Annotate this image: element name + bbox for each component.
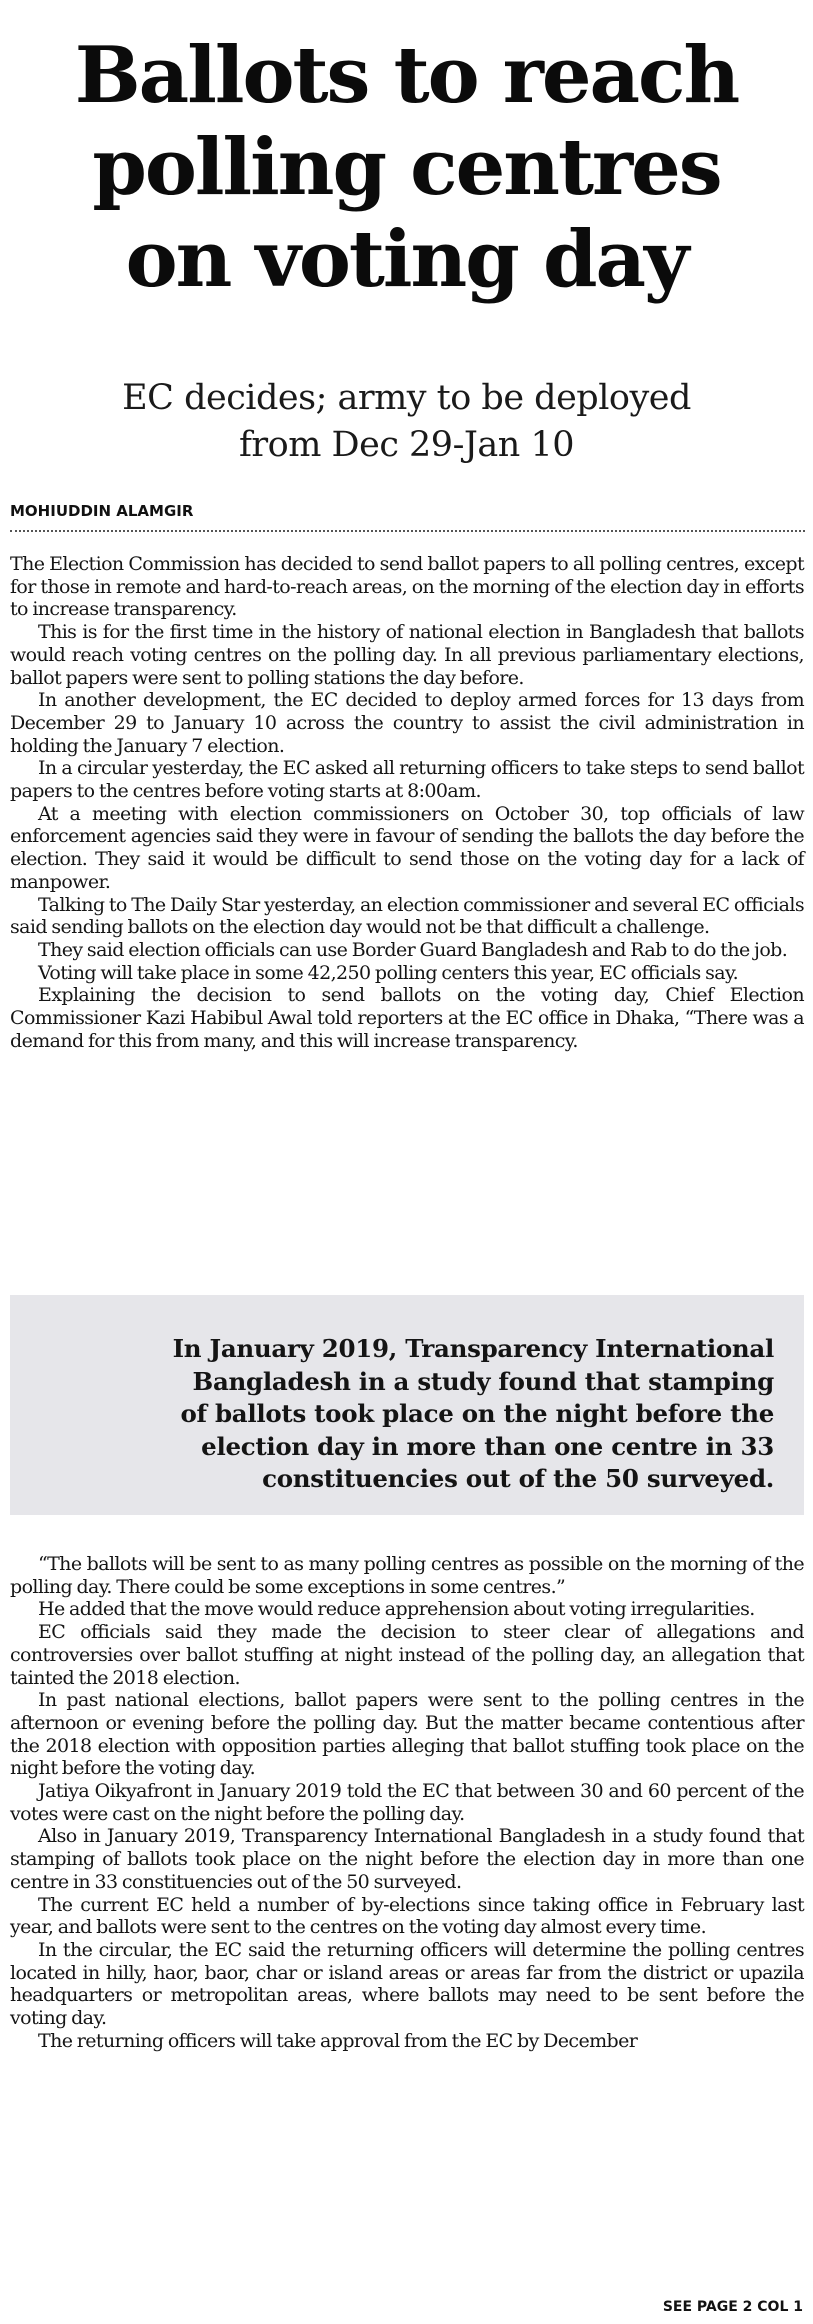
pull-quote-box	[10, 1295, 804, 1515]
pull-quote-line: election day in more than one centre in 33	[201, 1431, 774, 1461]
byline-divider	[10, 530, 805, 532]
byline: MOHIUDDIN ALAMGIR	[10, 502, 194, 520]
paragraph: EC officials said they made the decision to steer clear of allegations and controversies over ballot stuffing at night instead of the polling day, an allegation that tainted the 2018 election.	[10, 1621, 804, 1689]
headline	[10, 30, 803, 306]
headline-line: polling centres	[92, 122, 721, 213]
pull-quote	[70, 1333, 774, 1496]
subheadline	[10, 375, 803, 469]
article-body-part-1	[10, 553, 804, 1052]
paragraph: In the circular, the EC said the returning officers will determine the polling centres located in hilly, haor, baor, char or island areas or areas far from the district or upazila headquarters or metropolitan areas, where ballots may need to be sent before the voting day.	[10, 1938, 804, 2030]
paragraph: In a circular yesterday, the EC asked all returning officers to take steps to send ballot papers to the centres before voting starts at 8:00am.	[10, 757, 804, 803]
article-body-part-2	[10, 1553, 804, 2052]
paragraph: They said election officials can use Border Guard Bangladesh and Rab to do the job.	[38, 938, 788, 961]
paragraph: In past national elections, ballot papers were sent to the polling centres in the afternoon or evening before the polling day. But the matter became contentious after the 2018 election with opposition parties alleging that ballot stuffing took place on the night before the voting day.	[10, 1689, 804, 1780]
paragraph: Explaining the decision to send ballots on the voting day, Chief Election Commissioner Kazi Habibul Awal told reporters at the EC office in Dhaka, “There was a demand for this from many, and this will increase transparency.	[10, 984, 804, 1052]
pull-quote-line: In January 2019, Transparency International	[172, 1334, 774, 1363]
continued-on-page-link[interactable]: SEE PAGE 2 COL 1	[662, 2299, 803, 2315]
paragraph: At a meeting with election commissioners on October 30, top officials of law enforcement agencies said they were in favour of sending the ballots the day before the election. They said it would be difficult to send those on the voting day for a lack of manpower.	[10, 802, 804, 893]
paragraph: Jatiya Oikyafront in January 2019 told the EC that between 30 and 60 percent of the votes were cast on the night before the polling day.	[10, 1780, 804, 1825]
subheadline-line: from Dec 29-Jan 10	[238, 425, 575, 465]
headline-line: Ballots to reach	[74, 30, 739, 121]
paragraph: The returning officers will take approval from the EC by December	[38, 2029, 638, 2052]
subheadline-line: EC decides; army to be deployed	[122, 378, 691, 418]
paragraph: Voting will take place in some 42,250 polling centers this year, EC officials say.	[38, 961, 739, 984]
paragraph: “The ballots will be sent to as many polling centres as possible on the morning of the polling day. There could be some exceptions in some centres.”	[10, 1553, 804, 1598]
paragraph: Talking to The Daily Star yesterday, an election commissioner and several EC officials said sending ballots on the election day would not be that difficult a challenge.	[10, 893, 804, 939]
paragraph: In another development, the EC decided to deploy armed forces for 13 days from December 29 to January 10 across the country to assist the civil administration in holding the January 7 election.	[10, 689, 804, 757]
paragraph: Also in January 2019, Transparency International Bangladesh in a study found that stamping of ballots took place on the night before the election day in more than one centre in 33 constituencies out of the 50 surveyed.	[10, 1825, 804, 1893]
paragraph: This is for the first time in the history of national election in Bangladesh that ballots would reach voting centres on the polling day. In all previous parliamentary elections, ballot papers were sent to polling stations the day before.	[10, 621, 804, 689]
paragraph: The Election Commission has decided to send ballot papers to all polling centres, except for those in remote and hard-to-reach areas, on the morning of the election day in efforts to increase transparency.	[10, 553, 804, 621]
pull-quote-line: of ballots took place on the night before the	[180, 1399, 774, 1428]
headline-line: on voting day	[125, 214, 688, 305]
paragraph: He added that the move would reduce apprehension about voting irregularities.	[38, 1598, 755, 1621]
paragraph: The current EC held a number of by-elections since taking office in February last year, and ballots were sent to the centres on the voting day almost every time.	[10, 1893, 804, 1939]
pull-quote-line: constituencies out of the 50 surveyed.	[262, 1464, 774, 1493]
pull-quote-line: Bangladesh in a study found that stamping	[192, 1366, 774, 1396]
